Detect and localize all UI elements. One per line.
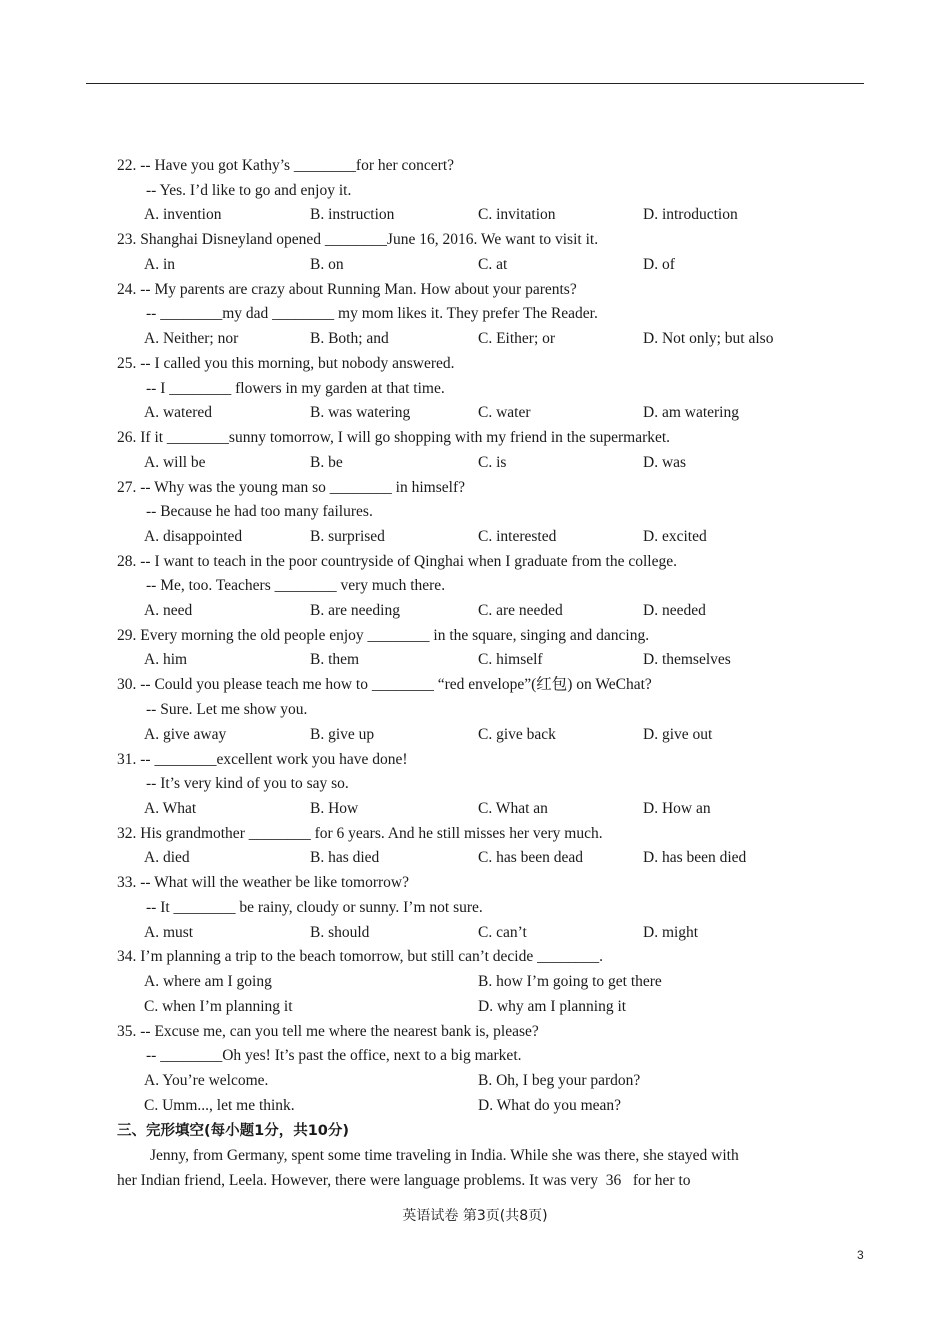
question-26-stem: 26. If it ________sunny tomorrow, I will go shopping with my friend in the supermarket. — [117, 429, 671, 446]
option-d: D. Not only; but also — [643, 330, 774, 347]
question-29-stem: 29. Every morning the old people enjoy ________ in the square, singing and dancing. — [117, 627, 650, 644]
question-31-stem: 31. -- ________excellent work you have done! — [117, 751, 408, 768]
option-c: C. when I’m planning it — [144, 998, 293, 1015]
option-a: A. him — [144, 651, 188, 668]
question-23-stem: 23. Shanghai Disneyland opened ________June 16, 2016. We want to visit it. — [117, 231, 599, 248]
option-c: C. can’t — [478, 924, 527, 941]
option-d: D. give out — [643, 726, 713, 743]
option-d: D. What do you mean? — [478, 1097, 622, 1114]
option-b: B. Oh, I beg your pardon? — [478, 1072, 641, 1089]
option-b: B. surprised — [310, 528, 385, 545]
header-rule — [86, 83, 864, 84]
option-c: C. invitation — [478, 206, 556, 223]
question-30-stem: 30. -- Could you please teach me how to ________ “red envelope”(红包) on WeChat? — [117, 676, 652, 693]
option-d: D. might — [643, 924, 699, 941]
question-31-reply: -- It’s very kind of you to say so. — [146, 775, 349, 792]
option-a: A. died — [144, 849, 190, 866]
option-d: D. needed — [643, 602, 706, 619]
option-a: A. Neither; nor — [144, 330, 239, 347]
option-a: A. disappointed — [144, 528, 243, 545]
question-33-reply: -- It ________ be rainy, cloudy or sunny. I’m not sure. — [146, 899, 483, 916]
option-b: B. give up — [310, 726, 375, 743]
option-a: A. in — [144, 256, 175, 273]
page-footer: 英语试卷 第3页(共8页) — [402, 1208, 548, 1224]
question-32-stem: 32. His grandmother ________ for 6 years. And he still misses her very much. — [117, 825, 603, 842]
question-24-reply: -- ________my dad ________ my mom likes it. They prefer The Reader. — [146, 305, 598, 322]
option-b: B. be — [310, 454, 343, 471]
option-c: C. are needed — [478, 602, 563, 619]
option-b: B. them — [310, 651, 360, 668]
option-a: A. invention — [144, 206, 222, 223]
option-a: A. must — [144, 924, 194, 941]
passage-line: Jenny, from Germany, spent some time traveling in India. While she was there, she stayed with — [150, 1147, 739, 1164]
question-25-reply: -- I ________ flowers in my garden at that time. — [146, 380, 445, 397]
question-25-stem: 25. -- I called you this morning, but nobody answered. — [117, 355, 455, 372]
option-a: A. give away — [144, 726, 227, 743]
option-b: B. has died — [310, 849, 380, 866]
option-b: B. How — [310, 800, 359, 817]
option-a: A. need — [144, 602, 193, 619]
option-d: D. introduction — [643, 206, 738, 223]
option-b: B. how I’m going to get there — [478, 973, 662, 990]
option-b: B. Both; and — [310, 330, 389, 347]
question-28-reply: -- Me, too. Teachers ________ very much there. — [146, 577, 446, 594]
option-d: D. why am I planning it — [478, 998, 627, 1015]
option-c: C. has been dead — [478, 849, 584, 866]
passage-line: her Indian friend, Leela. However, there were language problems. It was very 36 for her to — [117, 1172, 691, 1189]
option-a: A. where am I going — [144, 973, 272, 990]
question-27-reply: -- Because he had too many failures. — [146, 503, 373, 520]
option-a: A. You’re welcome. — [144, 1072, 269, 1089]
option-c: C. himself — [478, 651, 543, 668]
option-c: C. interested — [478, 528, 557, 545]
option-a: A. What — [144, 800, 197, 817]
option-d: D. was — [643, 454, 687, 471]
option-a: A. will be — [144, 454, 206, 471]
option-b: B. on — [310, 256, 344, 273]
option-c: C. Either; or — [478, 330, 556, 347]
option-c: C. Umm..., let me think. — [144, 1097, 295, 1114]
page-number: 3 — [857, 1248, 864, 1262]
question-33-stem: 33. -- What will the weather be like tomorrow? — [117, 874, 409, 891]
section-title: 三、完形填空(每小题1分，共10分) — [117, 1123, 350, 1139]
question-22-stem: 22. -- Have you got Kathy’s ________for her concert? — [117, 157, 455, 174]
option-b: B. are needing — [310, 602, 400, 619]
option-d: D. of — [643, 256, 675, 273]
question-34-stem: 34. I’m planning a trip to the beach tomorrow, but still can’t decide ________. — [117, 948, 603, 965]
question-27-stem: 27. -- Why was the young man so ________ in himself? — [117, 479, 465, 496]
option-c: C. water — [478, 404, 531, 421]
option-d: D. excited — [643, 528, 707, 545]
option-c: C. is — [478, 454, 507, 471]
option-b: B. was watering — [310, 404, 411, 421]
question-22-reply: -- Yes. I’d like to go and enjoy it. — [146, 182, 352, 199]
option-d: D. am watering — [643, 404, 739, 421]
option-c: C. What an — [478, 800, 548, 817]
option-b: B. instruction — [310, 206, 395, 223]
question-35-stem: 35. -- Excuse me, can you tell me where the nearest bank is, please? — [117, 1023, 539, 1040]
question-24-stem: 24. -- My parents are crazy about Running Man. How about your parents? — [117, 281, 577, 298]
question-35-reply: -- ________Oh yes! It’s past the office, next to a big market. — [146, 1047, 522, 1064]
question-30-reply: -- Sure. Let me show you. — [146, 701, 308, 718]
option-d: D. has been died — [643, 849, 747, 866]
option-a: A. watered — [144, 404, 212, 421]
question-28-stem: 28. -- I want to teach in the poor countryside of Qinghai when I graduate from the college. — [117, 553, 677, 570]
option-c: C. give back — [478, 726, 556, 743]
option-d: D. themselves — [643, 651, 731, 668]
option-d: D. How an — [643, 800, 711, 817]
option-b: B. should — [310, 924, 370, 941]
option-c: C. at — [478, 256, 508, 273]
